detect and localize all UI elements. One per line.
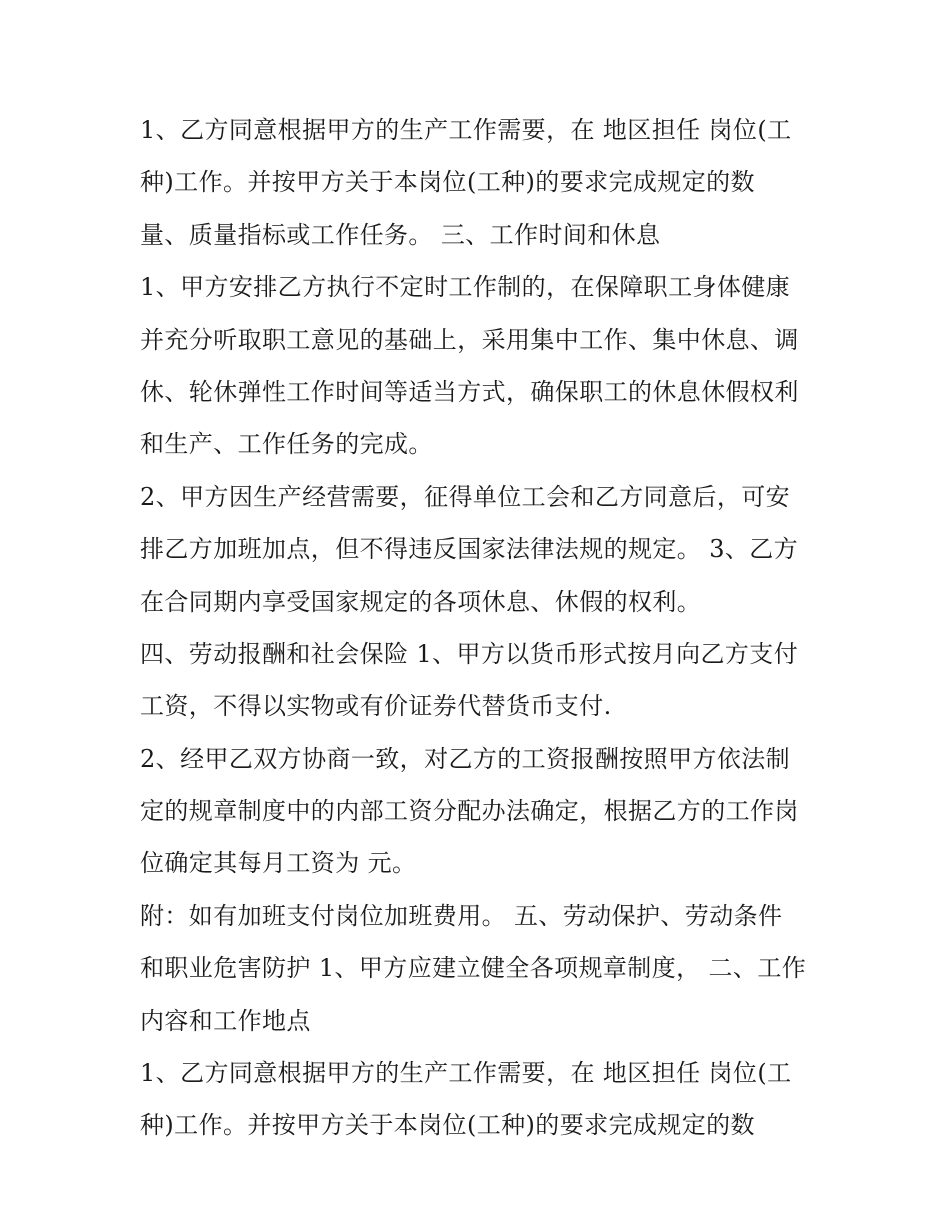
text-line: 在合同期内享受国家规定的各项休息、休假的权利。 xyxy=(140,587,702,616)
text-line: 定的规章制度中的内部工资分配办法确定，根据乙方的工作岗 xyxy=(140,797,799,826)
text-line: 位确定其每月工资为 元。 xyxy=(140,849,417,878)
text-line: 和生产、工作任务的完成。 xyxy=(140,430,433,459)
text-line: 和职业危害防护 1、甲方应建立健全各项规章制度， 二、工作 xyxy=(140,954,807,983)
text-line: 量、质量指标或工作任务。 三、工作时间和休息 xyxy=(140,220,661,249)
text-line: 休、轮休弹性工作时间等适当方式，确保职工的休息休假权利 xyxy=(140,377,799,406)
text-line: 工资，不得以实物或有价证券代替货币支付. xyxy=(140,692,612,721)
text-line: 种)工作。并按甲方关于本岗位(工种)的要求完成规定的数 xyxy=(140,168,755,197)
text-line: 附：如有加班支付岗位加班费用。 五、劳动保护、劳动条件 xyxy=(140,901,783,930)
text-line: 种)工作。并按甲方关于本岗位(工种)的要求完成规定的数 xyxy=(140,1111,755,1140)
text-line: 排乙方加班加点，但不得违反国家法律法规的规定。 3、乙方 xyxy=(140,535,799,564)
text-line: 四、劳动报酬和社会保险 1、甲方以货币形式按月向乙方支付 xyxy=(140,639,799,668)
text-line: 2、甲方因生产经营需要，征得单位工会和乙方同意后，可安 xyxy=(140,482,791,511)
document-body xyxy=(140,112,820,1160)
text-line: 1、乙方同意根据甲方的生产工作需要，在 地区担任 岗位(工 xyxy=(140,1059,792,1088)
text-line: 1、乙方同意根据甲方的生产工作需要，在 地区担任 岗位(工 xyxy=(140,116,792,144)
text-line: 内容和工作地点 xyxy=(140,1006,311,1035)
text-line: 2、经甲乙双方协商一致，对乙方的工资报酬按照甲方依法制 xyxy=(140,744,791,773)
text-line: 并充分听取职工意见的基础上，采用集中工作、集中休息、调 xyxy=(140,325,799,354)
text-line: 1、甲方安排乙方执行不定时工作制的，在保障职工身体健康 xyxy=(140,273,791,302)
